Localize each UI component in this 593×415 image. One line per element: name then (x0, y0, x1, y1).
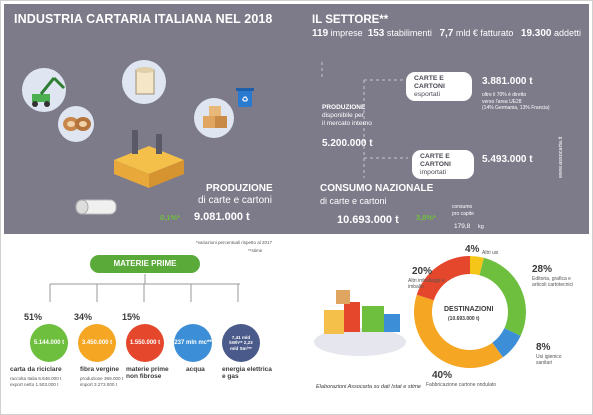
export-sub: esportati (414, 90, 441, 98)
factory-icon (104, 120, 194, 190)
export-note-1: oltre il 70% è diretto (482, 92, 527, 98)
dest-editoria-pct: 28% (532, 264, 553, 275)
stabilimenti-label: stabilimenti (386, 28, 432, 38)
procapite-value: 179,8 (454, 223, 471, 230)
procapite-unit: kg (478, 224, 484, 230)
carta-riciclare-sub-2: export netto 1.503.000 t (10, 381, 59, 387)
mercato-label-2: disponibile per (322, 111, 364, 119)
settore-stats (312, 28, 581, 39)
carta-riciclare-pct: 51% (24, 312, 43, 322)
fibra-vergine-label: fibra vergine (80, 366, 120, 373)
consumo-pct: 3,8%* (416, 213, 437, 222)
paper-products-illustration (310, 276, 410, 360)
dest-imballaggi-pct: 20% (412, 266, 433, 277)
export-note-2: verso l'area UE28 (482, 98, 522, 105)
logs-icon (62, 114, 92, 134)
dest-igienico-pct: 8% (536, 342, 551, 353)
acqua-label: acqua (186, 366, 205, 373)
consumo-subheading: di carte e cartoni (320, 196, 387, 206)
materie-non-fibrose-circle (126, 324, 164, 362)
dest-altri-usi-pct: 4% (465, 244, 480, 255)
dest-imballaggi-label: Altri imballaggi e imballo (408, 278, 445, 291)
carta-riciclare-sub (10, 376, 61, 388)
addetti-label: addetti (554, 28, 582, 38)
dest-editoria-label: Editoria, grafica e articoli cartotecnici (532, 276, 574, 289)
export-label: CARTE E CARTONI (414, 75, 445, 90)
fibra-vergine-sub-1: produzione 369.000 t (80, 376, 124, 381)
note-variazioni: *variazioni percentuali rispetto al 2017 (196, 240, 273, 245)
import-sub: importati (420, 168, 447, 176)
energia-circle (222, 324, 260, 362)
fibra-vergine-pct: 34% (74, 312, 93, 322)
footnote-source: Elaborazioni Assocarta su dati Istat e stime (316, 384, 421, 390)
import-label: CARTE E CARTONI (420, 153, 451, 168)
export-note-3: (14% Germania, 13% Francia) (482, 105, 550, 111)
procapite-label-1: consumo (452, 204, 473, 210)
produzione-subheading: di carte e cartoni (198, 195, 272, 206)
procapite-label-2: pro capite (452, 210, 474, 217)
boxes-icon (200, 104, 230, 132)
import-value: 5.493.000 t (482, 154, 533, 165)
export-label-box (406, 72, 472, 101)
acqua-circle (174, 324, 212, 362)
mercato-label-3: il mercato interno (322, 119, 372, 127)
energia-value: 7,41 mld kWh** 2,23 mld Sm³** (229, 335, 253, 351)
mercato-label (322, 104, 372, 127)
dest-ondulato-label: Fabbricazione cartone ondulato (426, 382, 497, 388)
fibra-vergine-sub-2: import 3.273.000 t (80, 381, 118, 387)
destinazioni-sub: (10.693.000 t) (448, 316, 480, 322)
materie-connectors (30, 272, 260, 306)
energia-label-2: e gas (222, 373, 239, 380)
produzione-pct: 0,1%* (160, 213, 181, 222)
mercato-label-1: PRODUZIONE (322, 104, 366, 111)
export-value: 3.881.000 t (482, 76, 533, 87)
destinazioni-heading: DESTINAZIONI (444, 306, 494, 313)
fibra-vergine-sub (80, 376, 123, 388)
carta-riciclare-value: 5.144.000 t (33, 339, 65, 346)
materie-non-fibrose-value: 1.550.000 t (129, 339, 161, 346)
mercato-value: 5.200.000 t (322, 138, 373, 149)
fibra-vergine-value: 3.450.000 t (81, 339, 113, 346)
paper-rolls-icon (72, 190, 122, 222)
imprese-label: imprese (330, 28, 363, 38)
fibra-vergine-circle (78, 324, 116, 362)
svg-text:♻: ♻ (241, 95, 249, 104)
procapite-label (452, 204, 474, 217)
acqua-value: 237 mln mc** (174, 339, 212, 346)
crane-icon (24, 72, 74, 110)
dest-ondulato-pct: 40% (432, 370, 453, 381)
energia-label-1: energia elettrica (222, 366, 272, 373)
produzione-value: 9.081.000 t (194, 211, 250, 223)
imprese-value: 119 (312, 28, 329, 39)
dest-igienico-label: Usi igienico sanitari (536, 354, 562, 367)
export-notes (482, 92, 550, 112)
materie-prime-heading: MATERIE PRIME (90, 255, 200, 273)
stabilimenti-value: 153 (367, 28, 385, 39)
materie-non-fibrose-label (126, 366, 169, 380)
consumo-value: 10.693.000 t (337, 214, 399, 226)
silo-icon (132, 64, 158, 100)
page-title: INDUSTRIA CARTARIA ITALIANA NEL 2018 (14, 12, 273, 26)
materie-non-fibrose-label-2: non fibrose (126, 373, 162, 380)
carta-riciclare-sub-1: raccolta Italia 6.646.000 t (10, 376, 62, 381)
website: www.assocarta.it (558, 136, 564, 178)
carta-riciclare-label: carta da riciclare (10, 366, 62, 373)
produzione-heading: PRODUZIONE (206, 183, 273, 194)
dest-altri-usi-label: Altri usi (482, 250, 499, 256)
carta-riciclare-circle (30, 324, 68, 362)
materie-non-fibrose-label-1: materie prime (126, 366, 169, 373)
fatturato-value: 7,7 (439, 28, 454, 39)
consumo-heading: CONSUMO NAZIONALE (320, 183, 434, 194)
addetti-value: 19.300 (520, 28, 552, 39)
energia-label (222, 366, 272, 380)
import-label-box (412, 150, 474, 179)
note-stime: **stime (248, 248, 263, 253)
fatturato-label: mld € fatturato (455, 28, 514, 38)
settore-heading: IL SETTORE** (312, 14, 389, 26)
materie-non-fibrose-pct: 15% (122, 312, 141, 322)
donut-slice-2 (479, 258, 526, 336)
recycle-bin-icon (236, 86, 254, 108)
